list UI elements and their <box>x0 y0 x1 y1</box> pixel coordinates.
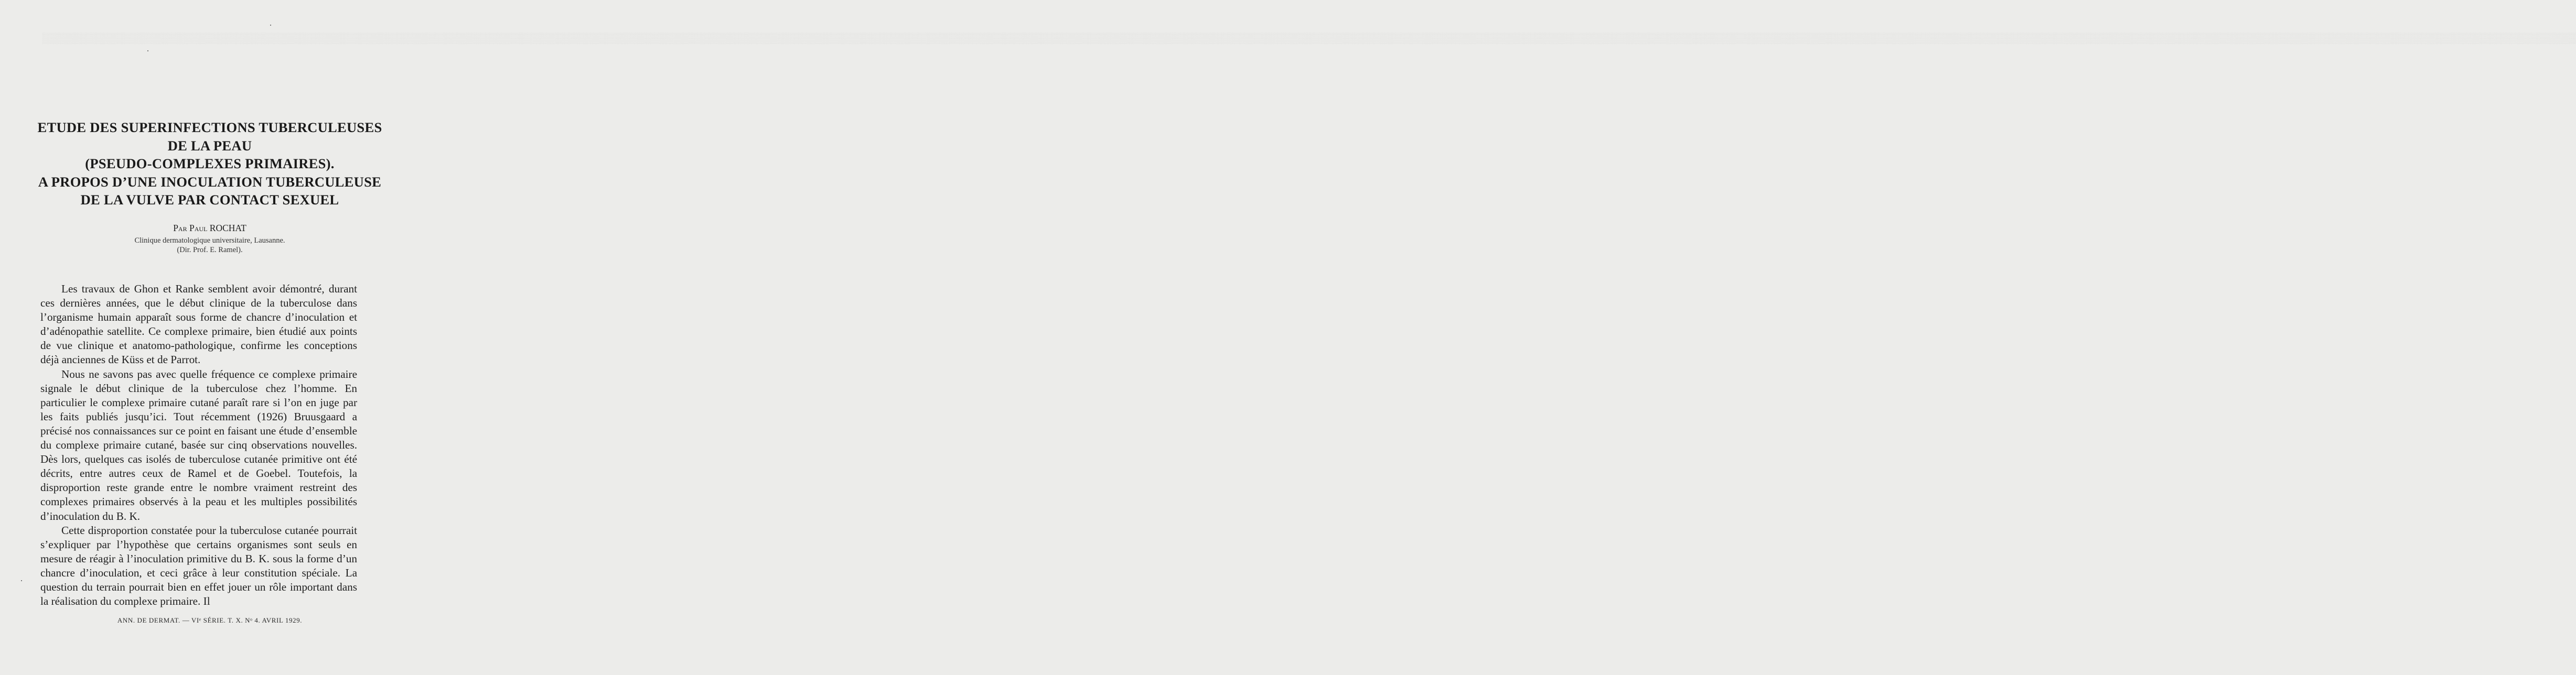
author-director: (Dir. Prof. E. Ramel). <box>177 246 243 254</box>
title-line-2: DE LA PEAU <box>167 137 252 154</box>
paragraph-1: Les travaux de Ghon et Ranke semblent avoir démontré, durant ces dernières années, que le début clinique de la tuberculose dans l’organisme humain apparaît sous forme de chancre d’inoculation et d’adénopathie satellite. Ce complexe primaire, bien étudié aux points de vue clinique et anatomo-pathologique, confirme les conceptions déjà anciennes de Küss et de Parrot. <box>40 282 357 366</box>
author-name: ROCHAT <box>209 223 246 233</box>
author-by: Par Paul <box>173 223 208 233</box>
paragraph-3: Cette disproportion constatée pour la tuberculose cutanée pourrait s’expliquer par l’hypothèse que certains organismes sont seuls en mesure de réagir à l’inoculation primitive du B. K. sous la forme d’un chancre d’inoculation, et ceci grâce à leur constitution spéciale. La question du terrain pourrait bien en effet jouer un rôle important dans la réalisation du complexe primaire. Il <box>40 524 357 608</box>
speck-mark <box>21 580 22 581</box>
author-line <box>0 223 420 233</box>
paragraph-2: Nous ne savons pas avec quelle fréquence ce complexe primaire signale le début clinique de la tuberculose chez l’homme. En particulier le complexe primaire cutané paraît rare si l’on en juge par les faits publiés jusqu’ici. Tout récemment (1926) Bruusgaard a précisé nos connaissances sur ce point en faisant une étude d’ensemble du complexe primaire cutané, basée sur cinq observations nouvelles. Dès lors, quelques cas isolés de tuberculose cutanée primitive ont été décrits, entre autres ceux de Ramel et de Goebel. Toutefois, la disproportion reste grande entre le nombre vraiment restreint des complexes primaires observés à la peau et les multiples possibilités d’inoculation du B. K. <box>40 367 357 522</box>
article-title <box>31 118 388 209</box>
speck-mark <box>147 50 148 51</box>
title-line-1: ETUDE DES SUPERINFECTIONS TUBERCULEUSES <box>37 119 382 135</box>
speck-mark <box>270 25 271 26</box>
title-line-3: (PSEUDO-COMPLEXES PRIMAIRES). <box>85 156 335 171</box>
journal-footer: ANN. DE DERMAT. — VIᵉ SÉRIE. T. X. Nᵒ 4. AVRIL 1929. <box>117 616 303 624</box>
article-body <box>40 282 357 608</box>
author-affiliation: Clinique dermatologique universitaire, Lausanne. <box>134 236 285 245</box>
title-line-5: DE LA VULVE PAR CONTACT SEXUEL <box>80 192 339 208</box>
title-line-4: A PROPOS D’UNE INOCULATION TUBERCULEUSE <box>38 173 382 190</box>
bleed-through-texture: ▒▒▒▒▒▒▒▒▒▒▒▒▒▒▒▒▒▒▒▒▒▒▒▒▒▒▒▒▒▒▒▒▒▒▒▒▒▒▒▒▒▒▒▒▒▒▒▒▒▒▒▒▒▒▒▒▒▒▒▒▒▒▒▒▒▒▒▒▒▒▒▒▒▒▒▒▒▒▒▒▒▒▒▒▒▒▒▒▒▒▒▒▒▒▒▒▒▒▒▒▒▒▒▒▒▒▒▒▒▒▒▒▒▒▒▒▒▒▒▒▒▒▒▒▒▒▒▒▒▒▒▒▒▒▒▒▒▒▒▒▒▒▒▒▒▒▒▒▒▒▒▒▒▒▒▒▒▒▒▒▒▒▒▒▒▒▒▒▒▒▒▒▒▒▒▒▒▒▒▒▒▒▒▒▒▒▒▒▒▒▒▒▒▒▒▒▒▒▒▒▒▒▒▒▒▒▒▒▒▒▒▒▒▒▒▒▒▒▒▒▒▒▒▒▒▒▒▒▒▒▒▒▒▒▒▒▒▒▒▒▒▒▒▒▒▒▒▒▒▒▒▒▒▒▒▒▒▒▒▒▒▒▒▒▒▒▒▒▒▒▒▒▒▒▒▒▒▒▒▒▒▒▒▒▒▒▒▒▒▒▒▒▒▒▒▒▒▒▒▒▒▒▒▒▒▒▒▒▒▒▒▒▒▒▒▒▒▒▒▒▒▒▒▒▒▒▒▒▒▒▒▒▒▒▒▒▒▒▒▒▒ <box>42 32 2576 44</box>
